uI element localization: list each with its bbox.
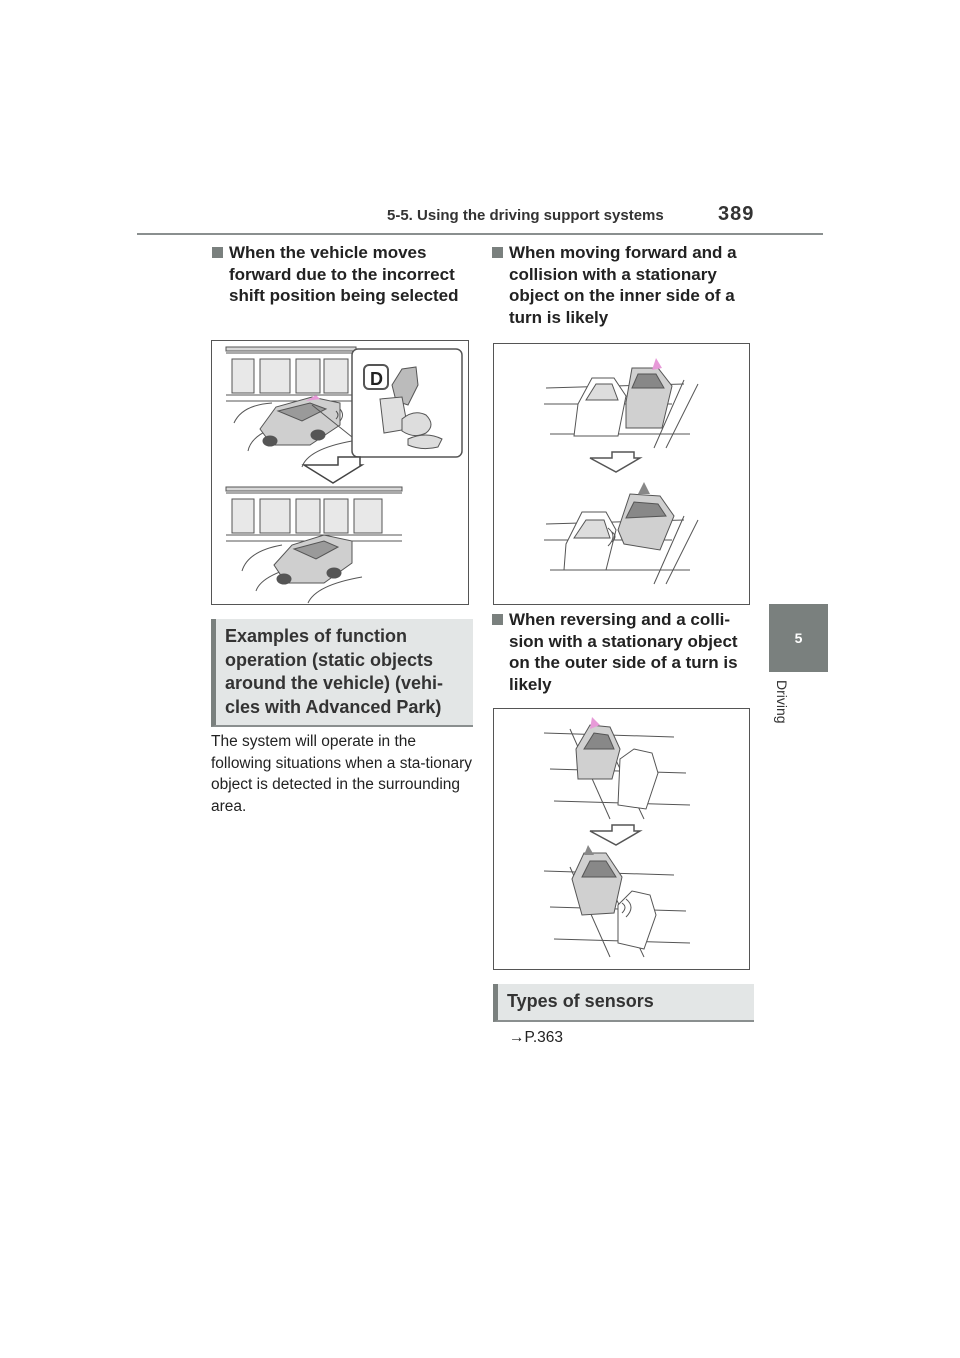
square-bullet-icon [492, 614, 503, 625]
figure-incorrect-shift [211, 340, 469, 605]
subheading-forward-inner-turn: When moving forward and a collision with a stationary object on the inner side of a turn is likely [509, 242, 754, 328]
figure-forward-inner-turn [493, 343, 750, 605]
section-title: 5-5. Using the driving support systems [387, 207, 664, 224]
section-heading-examples: Examples of function operation (static objects around the vehicle) (vehi-cles with Advanced Park) [211, 619, 473, 727]
section-heading-sensors: Types of sensors [493, 984, 754, 1022]
body-paragraph: The system will operate in the following situations when a sta-tionary object is detected in the surrounding area. [211, 733, 473, 815]
subheading-incorrect-shift: When the vehicle moves forward due to the incorrect shift position being selected [229, 242, 469, 307]
reference-link[interactable]: →P.363 [509, 1029, 564, 1046]
square-bullet-icon [212, 247, 223, 258]
chapter-number: 5 [794, 630, 803, 646]
arrow-down-icon [304, 457, 362, 483]
page-number: 389 [718, 203, 755, 225]
shift-d-label: D [370, 369, 383, 389]
figure-reverse-outer-turn [493, 708, 750, 970]
chapter-label: Driving [774, 680, 790, 724]
header-divider [137, 233, 823, 235]
square-bullet-icon [492, 247, 503, 258]
subheading-reverse-outer-turn: When reversing and a colli-sion with a stationary object on the outer side of a turn is likely [509, 609, 754, 695]
chapter-tab[interactable] [769, 604, 828, 672]
